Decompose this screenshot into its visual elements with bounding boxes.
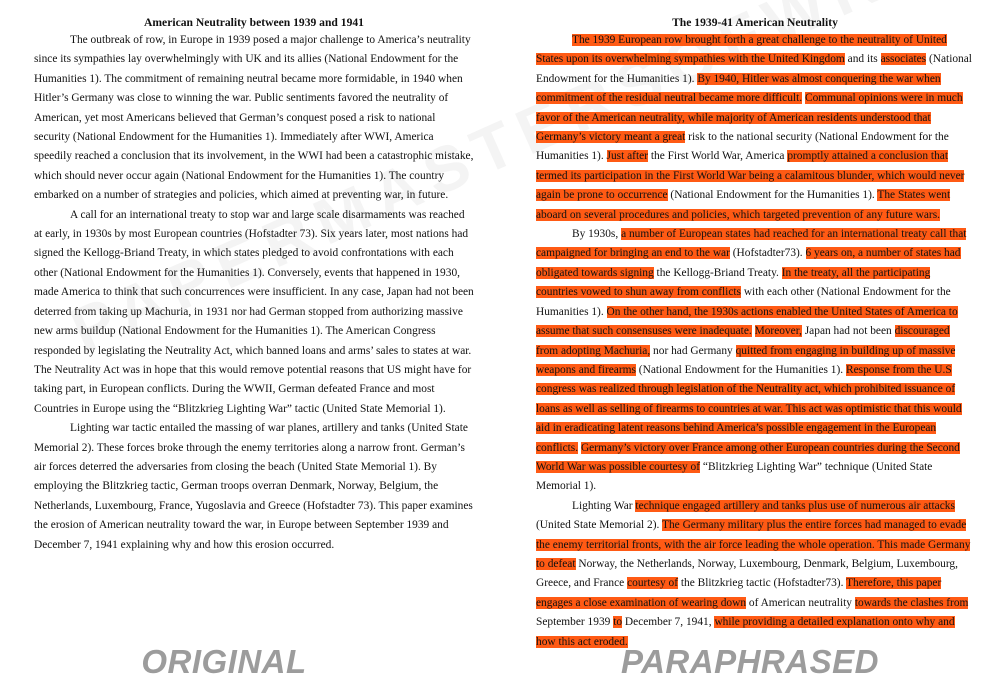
plain-text: with each other (National Endowment for the Humanities 1). — [536, 286, 951, 318]
paraphrased-paragraph-2 — [536, 225, 974, 497]
highlighted-text: Therefore, this paper engages a close examination of wearing down — [536, 577, 942, 609]
highlighted-text: Response from the U.S congress was realized through legislation of the Neutrality act, which prohibited issuance of loans as well as selling of firearms to countries at war. This act was optimistic that this would aid in eradicating latent reasons behind America’s possible engagement in the European conflicts. — [536, 363, 962, 454]
plain-text: risk to the national security (National Endowment for the Humanities 1). — [536, 131, 949, 163]
highlighted-text: Just after — [606, 150, 648, 163]
highlighted-text: towards the clashes from — [854, 596, 969, 609]
paraphrased-caption: PARAPHRASED — [621, 643, 879, 680]
plain-text: (National Endowment for the Humanities 1). — [635, 363, 846, 376]
plain-text: (United State Memorial 2). — [536, 519, 663, 532]
plain-text: By 1930s, — [572, 228, 622, 241]
paraphrased-paragraph-3 — [536, 497, 974, 652]
paraphrased-document — [536, 14, 974, 652]
plain-text: the Kellogg-Briand Treaty. — [653, 266, 782, 279]
original-paragraph-3: Lighting war tactic entailed the massing of war planes, artillery and tanks (United State Memorial 2). These forces broke through the enemy territories along a narrow front. German’s air forces deterred the adversaries from closing the beach (United State Memorial 1). By employing the Blitzkrieg tactic, German troops overran Denmark, Norway, Belgium, the Netherlands, Luxembourg, France, Yugoslavia and Greece (Hofstadter 73). This paper examines the erosion of American neutrality toward the war, in Europe between September 1939 and December 7, 1941 explaining why and how this erosion occurred. — [34, 422, 473, 551]
original-paragraph-2: A call for an international treaty to stop war and large scale disarmaments was reached at early, in 1930s by most European countries (Hofstadter 73). Six years later, most nations had signed the Kellogg-Briand Treaty, in which states pledged to avoid confrontations with each other (National Endowment for the Humanities 1). Conversely, events that happened in 1930, made America to think that such concurrences were insufficient. In any case, Japan had not been deterred from taking up Machuria, in 1931 nor had German stopped from authorizing massive new arms buildup (National Endowment for the Humanities 1). The American Congress responded by legislating the Neutrality Act, which banned loans and arms’ sales to states at war. The Neutrality Act was in hope that this would remove potential reasons that US might have for taking part, in European conflicts. During the WWII, German defeated France and most Countries in Europe using the “Blitzkrieg Lighting War” tactic (United State Memorial 1). — [34, 208, 474, 415]
highlighted-text: promptly attained a conclusion that termed its participation in the First World War being a calamitous blunder, which would never again be prone to occurrence — [536, 150, 965, 202]
plain-text: (Hofstadter73). — [729, 247, 806, 260]
original-caption: ORIGINAL — [141, 643, 307, 680]
plain-text: “Blitzkrieg Lighting War” technique (United State Memorial 1). — [536, 460, 933, 493]
highlighted-text: courtesy of — [627, 577, 679, 590]
plain-text: (National Endowment for the Humanities 1). — [667, 189, 878, 202]
highlighted-text: In the treaty, all the participating countries vowed to shun away from conflicts — [536, 266, 931, 299]
plain-text: Lighting War — [572, 499, 636, 512]
original-title: American Neutrality between 1939 and 1941 — [144, 16, 364, 29]
plain-text: and its — [844, 53, 881, 66]
plain-text: September 1939 — [536, 616, 614, 629]
highlighted-text: associates — [880, 53, 927, 66]
highlighted-text: 6 years on, a number of states had obligated towards signing — [536, 247, 961, 279]
highlighted-text: Moreover, — [754, 325, 802, 338]
plain-text: the Blitzkrieg tactic (Hofstadter73). — [678, 577, 847, 590]
highlighted-text: The Germany military plus the entire forces had managed to evade the enemy territorial fronts, with the air force leading the whole operation. This made Germany to defeat — [536, 519, 971, 570]
plain-text: Norway, the Netherlands, Norway, Luxembourg, Denmark, Belgium, Luxembourg, Greece, and France — [536, 557, 958, 590]
highlighted-text: On the other hand, the 1930s actions enabled the United States of America to assume that such consensuses were inadequate. — [536, 305, 958, 338]
highlighted-text: to — [613, 616, 623, 629]
highlighted-text: quitted from engaging in building up of massive weapons and firearms — [536, 344, 956, 376]
paraphrased-paragraph-1 — [536, 31, 974, 225]
highlighted-text: Germany’s victory over France among other European countries during the Second World War was possible courtesy of — [536, 441, 960, 473]
highlighted-text: a number of European states had reached for an international treaty call that campaigned for bringing an end to the war — [536, 228, 967, 260]
plain-text: of American neutrality — [746, 596, 855, 609]
plain-text: Japan had not been — [801, 325, 895, 338]
highlighted-text: technique engaged artillery and tanks plus use of numerous air attacks — [635, 499, 955, 512]
highlighted-text: The States went aboard on several procedures and policies, which targeted prevention of any future wars. — [536, 189, 951, 221]
plain-text: the First World War, America — [647, 150, 788, 163]
original-document — [34, 14, 474, 555]
highlighted-text: The 1939 European row brought forth a great challenge to the neutrality of United States upon its overwhelming sympathies with the United Kingdom — [536, 34, 947, 66]
original-paragraph-1: The outbreak of row, in Europe in 1939 posed a major challenge to America’s neutrality since its sympathies lay overwhelmingly with UK and its allies (National Endowment for the Humanities 1). The commitment of remaining neutral became more formidable, in 1940 when Hitler’s Germany was close to winning the war. Public sentiments favored the neutrality of American, yet most Americans believed that German’s conquest posed a risk to national security (National Endowment for the Humanities 1). Immediately after WWI, America speedily reached a conclusion that its involvement, in the WWI had been a catastrophic mistake, which should never occur again (National Endowment for the Humanities 1). The country embarked on a number of strategies and policies, which aimed at preventing war, in future. — [34, 34, 474, 202]
plain-text: December 7, 1941, — [622, 616, 715, 629]
highlighted-text: while providing a detailed explanation onto why and how this act eroded. — [536, 616, 955, 648]
highlighted-text: discouraged from adopting Machuria, — [536, 325, 950, 357]
plain-text: nor had Germany — [650, 344, 736, 357]
paraphrased-title: The 1939-41 American Neutrality — [672, 16, 838, 29]
highlighted-text: Communal opinions were in much favor of the American neutrality, while majority of American residents understood that Germany’s victory meant a great — [536, 92, 963, 144]
highlighted-text: By 1940, Hitler was almost conquering the war when commitment of the residual neutral became more difficult. — [536, 72, 941, 105]
plain-text: (National Endowment for the Humanities 1). — [536, 53, 972, 85]
